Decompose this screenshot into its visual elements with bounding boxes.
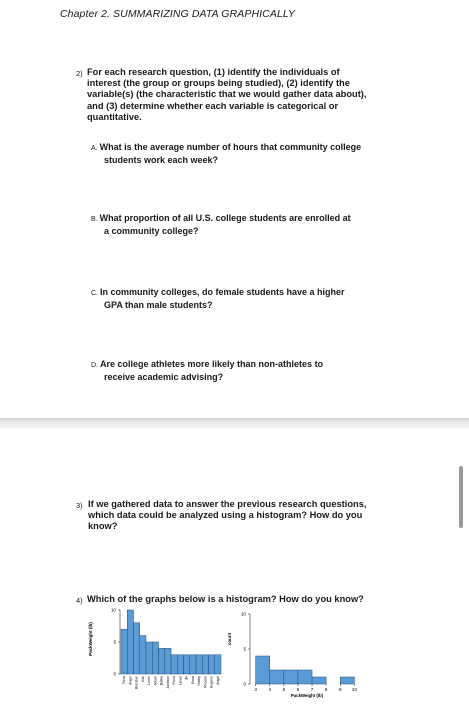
- bar: [127, 610, 133, 674]
- bar: [121, 629, 127, 674]
- bar: [134, 623, 140, 674]
- y-tick-label: 10: [240, 611, 246, 617]
- y-tick-label: 5: [113, 639, 116, 645]
- part-letter: D.: [91, 362, 98, 369]
- x-category-label: Angie: [215, 676, 220, 685]
- x-tick-label: 4: [268, 687, 272, 692]
- x-category-label: Tonia: [122, 676, 127, 685]
- bar: [165, 648, 171, 674]
- part-line: Are college athletes more likely than non-athletes to: [100, 359, 324, 369]
- x-tick-label: 9: [338, 687, 342, 692]
- x-tick-label: 8: [324, 687, 328, 692]
- y-tick-label: 0: [243, 681, 246, 687]
- question-2-line: For each research question, (1) identify the individuals of: [87, 67, 340, 77]
- bar: [177, 655, 183, 674]
- bar: [190, 655, 196, 674]
- histogram-bar: [312, 677, 326, 684]
- x-tick-label: 3: [254, 687, 257, 692]
- x-category-label: Hailey: [197, 676, 202, 686]
- x-tick-label: 10: [351, 687, 357, 692]
- question-2b: [91, 213, 351, 237]
- question-2-line: quantitative.: [87, 111, 142, 122]
- part-line: In community colleges, do female students have a higher: [100, 287, 345, 297]
- question-2d: [91, 359, 323, 383]
- part-line: What is the average number of hours that community college: [99, 142, 362, 152]
- part-line: What proportion of all U.S. college students are enrolled at: [99, 213, 351, 223]
- bar: [152, 642, 158, 674]
- part-line: receive academic advising?: [104, 371, 224, 382]
- x-category-label: Rosa: [190, 676, 195, 684]
- histogram-bar: [340, 677, 354, 684]
- x-category-label: Eugene: [209, 676, 214, 688]
- x-category-label: Bailey: [159, 676, 164, 686]
- bar: [209, 655, 215, 674]
- histogram-chart: [226, 606, 366, 700]
- x-category-label: Loren: [147, 676, 152, 685]
- x-category-label: Angie: [128, 676, 133, 685]
- y-tick-label: 0: [113, 671, 116, 677]
- y-axis-label: PackWeight (lb): [88, 622, 93, 656]
- bar: [146, 642, 152, 674]
- question-3-line: which data could be analyzed using a histogram? How do you: [88, 510, 363, 521]
- question-3-line: know?: [88, 521, 118, 532]
- x-category-label: Micah: [153, 676, 158, 686]
- part-letter: C.: [91, 290, 98, 297]
- bar: [202, 655, 208, 674]
- x-category-label: Kibi: [140, 676, 145, 682]
- x-tick-label: 5: [282, 687, 286, 692]
- bar: [171, 655, 177, 674]
- x-category-label: JH: [184, 676, 189, 681]
- question-4-text: Which of the graphs below is a histogram? How do you know?: [87, 594, 364, 604]
- histogram-bar: [298, 670, 312, 684]
- bar: [140, 636, 146, 674]
- scrollbar-thumb[interactable]: [459, 466, 463, 528]
- question-3-text: [88, 499, 366, 533]
- histogram-bar: [284, 670, 298, 684]
- histogram-bar: [256, 656, 270, 684]
- x-category-label: Brendan: [134, 676, 139, 689]
- question-2-line: variable(s) (the characteristic that we would gather data about),: [87, 89, 367, 100]
- x-category-label: Fiona: [172, 676, 177, 685]
- bar: [215, 655, 221, 674]
- question-2-line: and (3) determine whether each variable is categorical or: [87, 100, 339, 111]
- question-2-text: [87, 67, 366, 123]
- x-tick-label: 6: [296, 687, 300, 692]
- part-line: GPA than male students?: [104, 299, 213, 310]
- bar-chart-individuals: [84, 606, 224, 700]
- bar: [196, 655, 202, 674]
- bar-chart-individuals-svg: [84, 606, 224, 700]
- x-tick-label: 7: [310, 687, 314, 692]
- bar: [184, 655, 190, 674]
- part-line: students work each week?: [104, 154, 219, 165]
- histogram-bar: [270, 670, 284, 684]
- bar: [159, 648, 165, 674]
- page-separator: [0, 418, 469, 428]
- y-tick-label: 10: [110, 607, 116, 613]
- x-axis-label: PackWeight (lb): [290, 693, 324, 698]
- part-letter: A.: [91, 145, 98, 152]
- question-2a: [91, 142, 361, 166]
- histogram-chart-svg: [226, 606, 366, 700]
- question-3-line: If we gathered data to answer the previous research questions,: [88, 499, 367, 509]
- question-2-line: interest (the group or groups being studied), (2) identify the: [87, 78, 350, 89]
- x-category-label: Jackson: [165, 676, 170, 689]
- question-3-number: 3): [76, 501, 83, 510]
- x-category-label: Laney: [178, 676, 183, 686]
- x-category-label: Phoebe: [203, 676, 208, 688]
- y-tick-label: 5: [243, 646, 246, 652]
- chapter-header: Chapter 2. SUMMARIZING DATA GRAPHICALLY: [60, 8, 295, 20]
- question-2c: [91, 287, 345, 311]
- part-line: a community college?: [104, 225, 199, 236]
- part-letter: B.: [91, 216, 98, 223]
- question-2-number: 2): [76, 69, 83, 78]
- question-4-number: 4): [76, 596, 83, 605]
- document-page-2: [0, 428, 469, 700]
- y-axis-label: count: [227, 632, 232, 646]
